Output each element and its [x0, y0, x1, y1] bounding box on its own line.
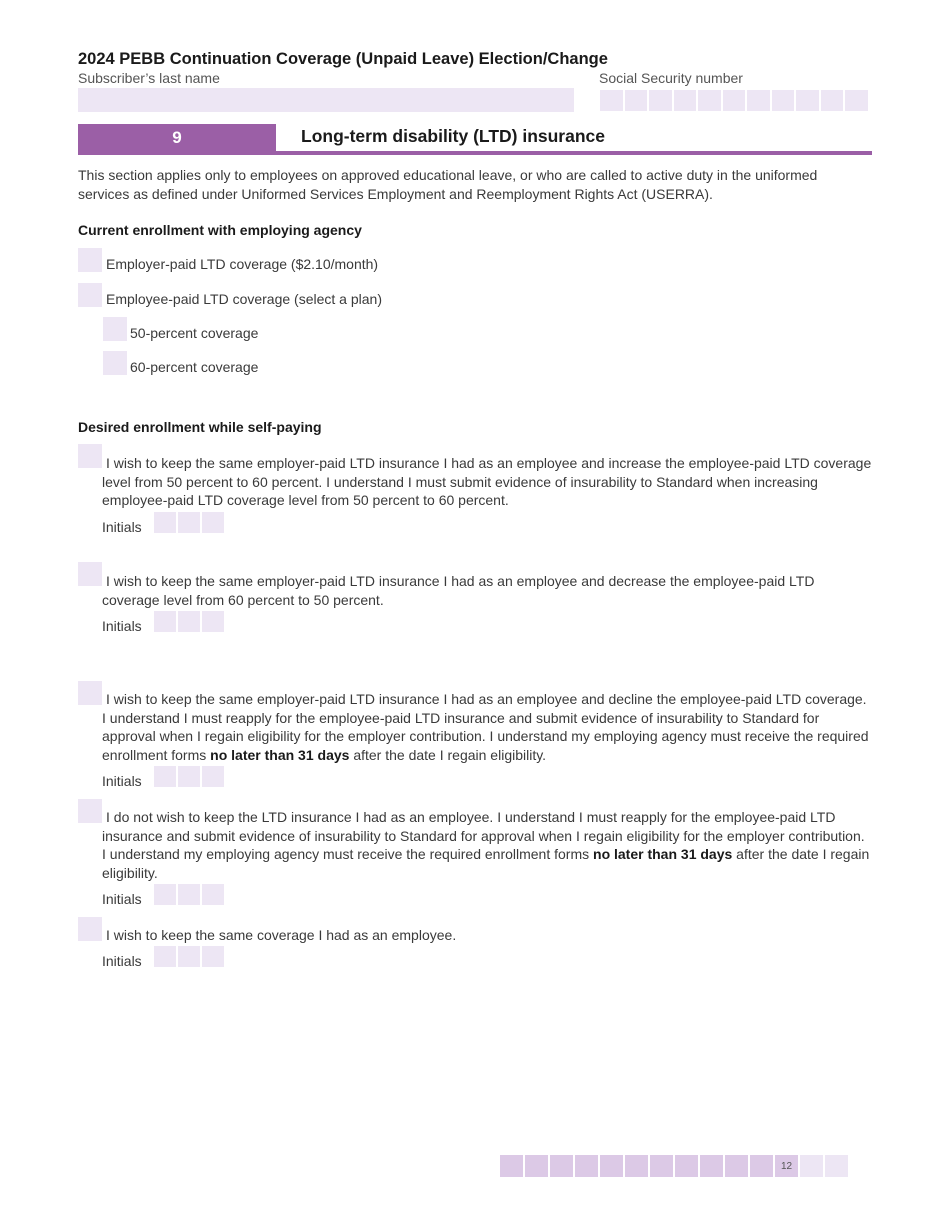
decline-employee-paid-text: I wish to keep the same employer-paid LTD insurance I had as an employee and decline the employee-paid LTD coverage. I understand I must reapply for the employee-paid LTD insurance and submit evidence of insurability to Standard for approval when I regain eligibility for the employer contribution. I understand my employing agency must receive the required enrollment forms no later than 31 days after the date I regain eligibility. [102, 691, 869, 763]
drop-ltd-checkbox[interactable] [78, 799, 102, 823]
page-number: 12 [775, 1155, 798, 1177]
initials-label: Initials [102, 618, 142, 634]
increase-coverage-checkbox[interactable] [78, 444, 102, 468]
initials-label: Initials [102, 773, 142, 789]
current-enrollment-heading: Current enrollment with employing agency [78, 222, 362, 238]
ssn-digit-box[interactable] [674, 90, 697, 111]
sixty-percent-checkbox[interactable] [103, 351, 127, 375]
ssn-digit-box[interactable] [747, 90, 770, 111]
fifty-percent-checkbox[interactable] [103, 317, 127, 341]
ssn-digit-box[interactable] [649, 90, 672, 111]
drop-ltd-text: I do not wish to keep the LTD insurance I had as an employee. I understand I must reapply for the employee-paid LTD insurance and submit evidence of insurability to Standard for approval when I regain eligibility for the employer contribution. I understand my employing agency must receive the required enrollment forms no later than 31 days after the date I regain eligibility. [102, 809, 870, 881]
initials-field-2[interactable] [154, 611, 224, 632]
initials-field-3[interactable] [154, 766, 224, 787]
keep-same-coverage-text: I wish to keep the same coverage I had as an employee. [106, 927, 457, 943]
ssn-field[interactable] [600, 90, 868, 111]
ssn-digit-box[interactable] [723, 90, 746, 111]
increase-coverage-text: I wish to keep the same employer-paid LTD insurance I had as an employee and increase the employee-paid LTD coverage level from 50 percent to 60 percent. I understand I must submit evidence of insurability to Standard when increasing employee-paid LTD coverage level from 50 percent to 60 percent. [102, 455, 872, 508]
employer-paid-ltd-label: Employer-paid LTD coverage ($2.10/month) [106, 256, 379, 272]
ssn-digit-box[interactable] [625, 90, 648, 111]
initials-field-1[interactable] [154, 512, 224, 533]
ssn-digit-box[interactable] [772, 90, 795, 111]
initials-label: Initials [102, 953, 142, 969]
employee-paid-ltd-checkbox[interactable] [78, 283, 102, 307]
initials-field-4[interactable] [154, 884, 224, 905]
ssn-digit-box[interactable] [796, 90, 819, 111]
sixty-percent-label: 60-percent coverage [130, 359, 259, 375]
decrease-coverage-checkbox[interactable] [78, 562, 102, 586]
employee-paid-ltd-label: Employee-paid LTD coverage (select a plan) [106, 291, 382, 307]
section-divider [78, 151, 872, 155]
section-number: 9 [78, 124, 276, 152]
desired-enrollment-heading: Desired enrollment while self-paying [78, 419, 322, 435]
decline-employee-paid-checkbox[interactable] [78, 681, 102, 705]
ssn-digit-box[interactable] [845, 90, 868, 111]
initials-field-5[interactable] [154, 946, 224, 967]
ssn-digit-box[interactable] [821, 90, 844, 111]
keep-same-coverage-checkbox[interactable] [78, 917, 102, 941]
last-name-label: Subscriber’s last name [78, 70, 220, 86]
ssn-label: Social Security number [599, 70, 743, 86]
fifty-percent-label: 50-percent coverage [130, 325, 259, 341]
ssn-digit-box[interactable] [698, 90, 721, 111]
section-intro: This section applies only to employees on approved educational leave, or who are called to active duty in the uniformed services as defined under Uniformed Services Employment and Reemployment Rights Act (USERRA). [78, 167, 818, 202]
initials-label: Initials [102, 519, 142, 535]
document-title: 2024 PEBB Continuation Coverage (Unpaid Leave) Election/Change [78, 50, 608, 68]
decrease-coverage-text: I wish to keep the same employer-paid LTD insurance I had as an employee and decrease the employee-paid LTD coverage level from 60 percent to 50 percent. [102, 573, 815, 608]
section-title: Long-term disability (LTD) insurance [301, 126, 606, 146]
footer-bar [500, 1155, 848, 1177]
initials-label: Initials [102, 891, 142, 907]
employer-paid-ltd-checkbox[interactable] [78, 248, 102, 272]
last-name-field[interactable] [78, 88, 574, 112]
ssn-digit-box[interactable] [600, 90, 623, 111]
